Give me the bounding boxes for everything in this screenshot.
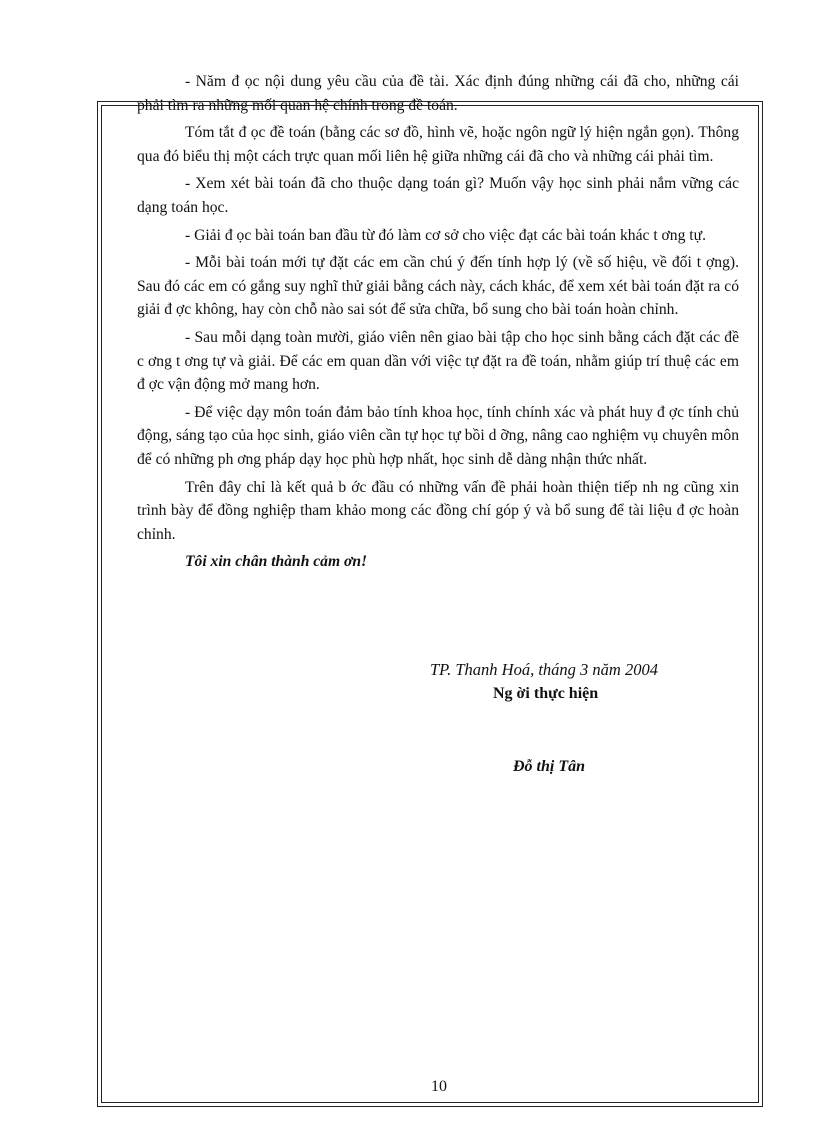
paragraph: - Năm đ ọc nội dung yêu cầu của đề tài. Xác định đúng những cái đã cho, những cái phải tìm ra những mối quan hệ chính trong đề toán.: [137, 73, 739, 114]
signature-name: Đỗ thị Tân: [513, 758, 586, 775]
signature-place-date: TP. Thanh Hoá, tháng 3 năm 2004: [430, 660, 658, 679]
signature-role: Ng ời thực hiện: [493, 685, 599, 702]
thanks-line: Tôi xin chân thành cảm ơn!: [185, 553, 368, 571]
paragraph: - Mỗi bài toán mới tự đặt các em cần chú ý đến tính hợp lý (về số hiệu, về đối t ợng). Sau đó các em có gắng suy nghĩ thử giải bằng cách này, cách khác, để xem xét bài toán đặt ra có giải đ ợc không, hay còn chỗ nào sai sót để sửa chữa, bổ sung cho bài toán hoàn chỉnh.: [137, 254, 739, 319]
page-number: 10: [431, 1078, 447, 1095]
paragraph: - Giải đ ọc bài toán ban đầu từ đó làm cơ sở cho việc đạt các bài toán khác t ơng tự.: [185, 226, 706, 244]
paragraph: Trên đây chỉ là kết quả b ớc đầu có những vấn đề phải hoàn thiện tiếp nh ng cũng xin trình bày để đồng nghiệp tham khảo mong các đồng chí góp ý và bổ sung để tài liệu đ ợc hoàn chỉnh.: [137, 478, 739, 543]
paragraph: - Xem xét bài toán đã cho thuộc dạng toán gì? Muốn vậy học sinh phải nắm vững các dạng toán học.: [137, 175, 739, 216]
paragraph: - Để việc dạy môn toán đảm bảo tính khoa học, tính chính xác và phát huy đ ợc tính chủ động, sáng tạo của học sinh, giáo viên cần tự học tự bồi d ỡng, nâng cao nghiệm vụ chuyên môn để có những ph ơng pháp dạy học phù hợp nhất, học sinh dễ dàng nhận thức nhất.: [137, 403, 739, 468]
body-text: [137, 70, 739, 578]
paragraph: Tóm tắt đ ọc đề toán (bằng các sơ đồ, hình vẽ, hoặc ngôn ngữ lý hiện ngắn gọn). Thông qua đó biểu thị một cách trực quan mối liên hệ giữa những cái đã cho và những cái phải tìm.: [137, 124, 739, 165]
paragraph: - Sau mỗi dạng toàn mười, giáo viên nên giao bài tập cho học sinh bằng cách đặt các đề c ơng t ơng tự và giải. Để các em quan dần với việc tự đặt ra đề toán, nhằm giúp trí thuệ các em đ ợc vận động mở mang hơn.: [137, 328, 739, 394]
